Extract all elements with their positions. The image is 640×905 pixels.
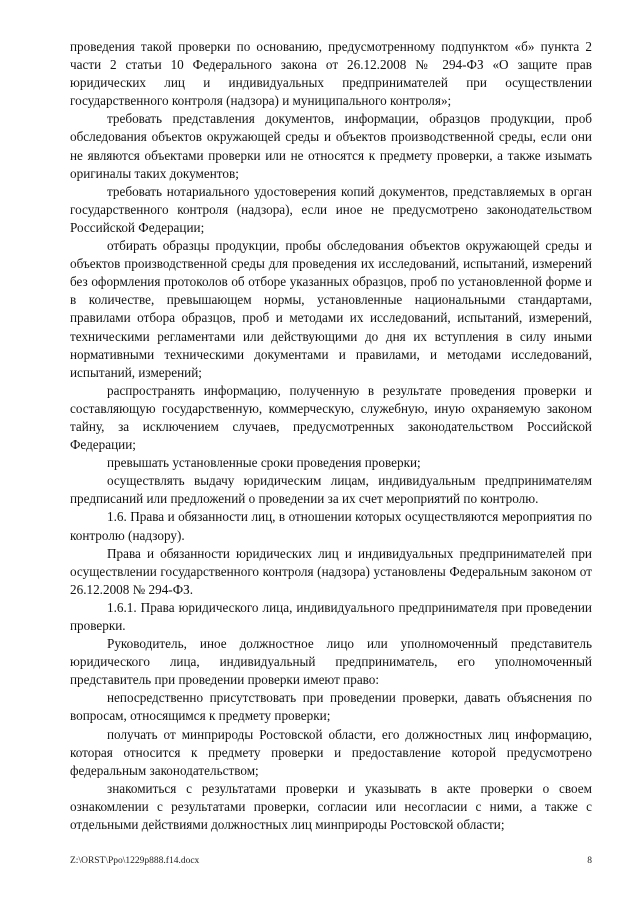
paragraph-list-item: знакомиться с результатами проверки и указывать в акте проверки о своем ознакомлении с результатами проверки, согласии или несогласии с ними, а также с отдельными действиями должностных лиц минприроды Ростовской области;	[70, 780, 592, 833]
paragraph-list-item: непосредственно присутствовать при проведении проверки, давать объяснения по вопросам, относящимся к предмету проверки;	[70, 690, 592, 724]
paragraph-list-item: отбирать образцы продукции, пробы обследования объектов окружающей среды и объектов производственной среды для проведения их исследований, испытаний, измерений без оформления протоколов об отборе указанных образцов, проб по установленной форме и в количестве, превышающем нормы, установленные национальными стандартами, правилами отбора образцов, проб и методами их исследований, испытаний, измерений, техническими регламентами или действующими до дня их вступления в силу иными нормативными техническими документами и правилами, и методами исследований, испытаний, измерений;	[70, 238, 592, 380]
paragraph-list-item: требовать нотариального удостоверения копий документов, представляемых в орган государственного контроля (надзора), если иное не предусмотрено законодательством Российской Федерации;	[70, 183, 592, 235]
footer-page-number: 8	[587, 856, 592, 866]
footer-file-path: Z:\ORST\Ppo\1229p888.f14.docx	[70, 856, 200, 866]
section-heading-1-6: 1.6. Права и обязанности лиц, в отношении которых осуществляются мероприятия по контролю (надзору).	[70, 509, 592, 543]
paragraph-list-item: требовать представления документов, информации, образцов продукции, проб обследования объектов окружающей среды и объектов производственной среды, если они не являются объектами проверки или не относятся к предмету проверки, а также изымать оригиналы таких документов;	[70, 111, 592, 181]
paragraph-list-item: осуществлять выдачу юридическим лицам, индивидуальным предпринимателям предписаний или предложений о проведении за их счет мероприятий по контролю.	[70, 473, 592, 507]
paragraph-list-item: превышать установленные сроки проведения проверки;	[107, 455, 421, 471]
paragraph-list-item: получать от минприроды Ростовской области, его должностных лиц информацию, которая относится к предмету проверки и предоставление которой предусмотрено федеральным законодательством;	[70, 726, 592, 778]
paragraph-list-item: распространять информацию, полученную в результате проведения проверки и составляющую государственную, коммерческую, служебную, иную охраняемую законом тайну, за исключением случаев, предусмотренных законодательством Российской Федерации;	[70, 382, 592, 453]
section-heading-1-6-1: 1.6.1. Права юридического лица, индивидуального предпринимателя при проведении проверки.	[70, 599, 592, 633]
paragraph-body: Права и обязанности юридических лиц и индивидуальных предпринимателей при осуществлении государственного контроля (надзора) установлены Федеральным законом от 26.12.2008 № 294-ФЗ.	[70, 545, 592, 597]
paragraph-body: Руководитель, иное должностное лицо или уполномоченный представитель юридического лица, индивидуальный предприниматель, его уполномоченный представитель при проведении проверки имеют право:	[70, 636, 592, 688]
paragraph-continuation: проведения такой проверки по основанию, предусмотренному подпунктом «б» пункта 2 части 2 статьи 10 Федерального закона от 26.12.2008 № 294-ФЗ «О защите прав юридических лиц и индивидуальных предпринимателей при осуществлении государственного контроля (надзора) и муниципального контроля»;	[70, 39, 592, 109]
document-page	[70, 38, 592, 834]
